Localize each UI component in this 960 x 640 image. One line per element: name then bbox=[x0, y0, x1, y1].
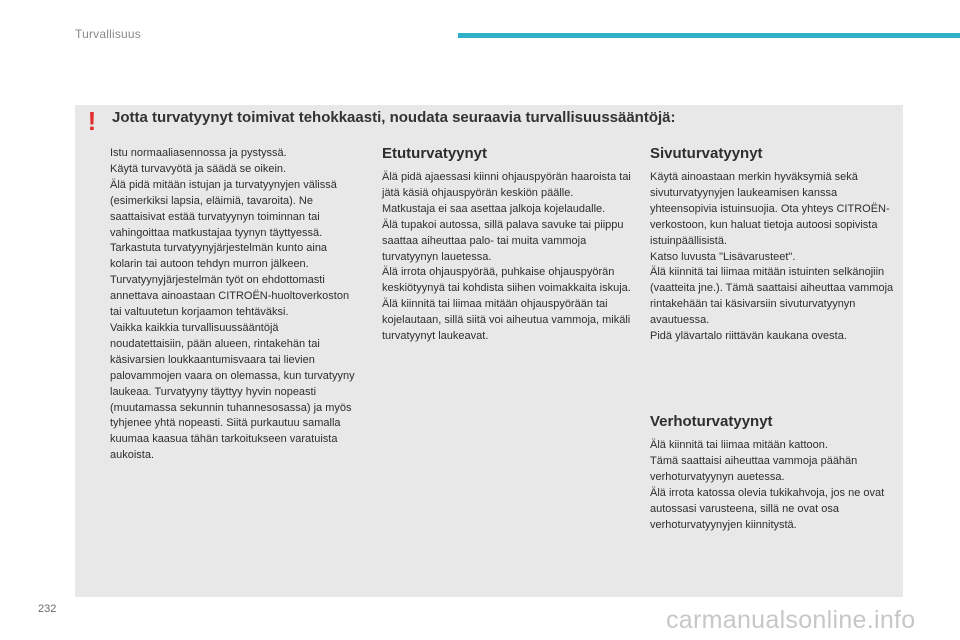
curtain-airbags-rule: Älä irrota katossa olevia tukikahvoja, jos ne ovat autossasi varusteena, sillä ne ovat osa verhoturvatyynyjen kiinnitystä. bbox=[650, 486, 885, 531]
curtain-airbags-rule: Älä kiinnitä tai liimaa mitään kattoon. bbox=[650, 439, 828, 451]
general-rules-column bbox=[110, 146, 355, 464]
page-number: 232 bbox=[38, 603, 57, 615]
front-airbags-column bbox=[382, 144, 634, 345]
curtain-airbags-rule: Tämä saattaisi aiheuttaa vammoja päähän verhoturvatyynyn auetessa. bbox=[650, 454, 858, 483]
panel-title: Jotta turvatyynyt toimivat tehokkaasti, noudata seuraavia turvallisuussääntöjä: bbox=[112, 109, 676, 126]
curtain-airbags-heading: Verhoturvatyynyt bbox=[650, 413, 773, 430]
side-airbags-heading: Sivuturvatyynyt bbox=[650, 145, 763, 162]
header-accent-bar bbox=[458, 33, 960, 38]
side-airbags-rule: Katso luvusta "Lisävarusteet". bbox=[650, 250, 796, 263]
general-rule: Älä pidä mitään istujan ja turvatyynyjen välissä (esimerkiksi lapsia, eläimiä, tavaroita). Ne saattaisivat estää turvatyynyn toiminnan tai vahingoittaa matkustajaa tyynyn täyttyessä. bbox=[110, 178, 337, 239]
general-rule: Turvatyynyjärjestelmän työt on ehdottomasti annettava ainoastaan CITROËN-huoltoverkoston tai valtuutetun korjaamon tehtäväksi. bbox=[110, 274, 350, 319]
front-airbags-rule: Älä pidä ajaessasi kiinni ohjauspyörän haaroista tai jätä käsiä ohjauspyörän keskiön päälle. bbox=[382, 171, 631, 199]
general-rule: Istu normaaliasennossa ja pystyssä. bbox=[110, 147, 287, 159]
front-airbags-heading: Etuturvatyynyt bbox=[382, 145, 488, 162]
front-airbags-rule: Älä irrota ohjauspyörää, puhkaise ohjauspyörän keskiötyynyä tai kohdista siihen voimakkaita iskuja. bbox=[382, 266, 631, 295]
side-airbags-rule: Käytä ainoastaan merkin hyväksymiä sekä sivuturvatyynyjen laukeamisen kanssa yhteensopivia istuinsuojia. Ota yhteys CITROËN-verkostoon, kun haluat tietoja autoosi sopivista istuinpäällisistä. bbox=[650, 171, 890, 247]
general-rule: Tarkastuta turvatyynyjärjestelmän kunto aina kolarin tai autoon tehdyn murron jälkeen. bbox=[110, 242, 328, 271]
watermark: carmanualsonline.info bbox=[666, 606, 916, 634]
general-rule: Vaikka kaikkia turvallisuussääntöjä noudatettaisiin, pään alueen, rintakehän tai käsivarsien loukkaantumisvaara tai lievien palovammojen vaara on olemassa, kun turvatyyny laukeaa. Turvatyyny täyttyy hyvin nopeasti (muutamassa sekunnin tuhannesosassa) ja myös tyhjenee yhtä nopeasti. Siitä purkautuu samalla kuumaa kaasua tähän tarkoitukseen varatuista aukoista. bbox=[110, 321, 355, 462]
front-airbags-rule: Älä kiinnitä tai liimaa mitään ohjauspyörään tai kojelautaan, sillä siitä voi aiheutua vammoja, mikäli turvatyynyt laukeavat. bbox=[382, 298, 631, 343]
side-airbags-rule: Älä kiinnitä tai liimaa mitään istuinten selkänojiin (vaatteita jne.). Tämä saattaisi aiheuttaa vammoja rintakehään tai käsivarsiin sivuturvatyynyn avautuessa. bbox=[650, 266, 894, 327]
section-label: Turvallisuus bbox=[75, 27, 141, 41]
general-rule: Käytä turvavyötä ja säädä se oikein. bbox=[110, 162, 287, 175]
front-airbags-rule: Älä tupakoi autossa, sillä palava savuke tai piippu saattaa aiheuttaa palo- tai muita vammoja turvatyynyn lauetessa. bbox=[382, 218, 624, 263]
front-airbags-rule: Matkustaja ei saa asettaa jalkoja kojelaudalle. bbox=[382, 202, 606, 215]
side-airbags-column bbox=[650, 144, 895, 345]
warning-exclamation-icon: ! bbox=[87, 106, 97, 136]
curtain-airbags-column bbox=[650, 412, 895, 533]
side-airbags-rule: Pidä ylävartalo riittävän kaukana ovesta. bbox=[650, 330, 847, 343]
